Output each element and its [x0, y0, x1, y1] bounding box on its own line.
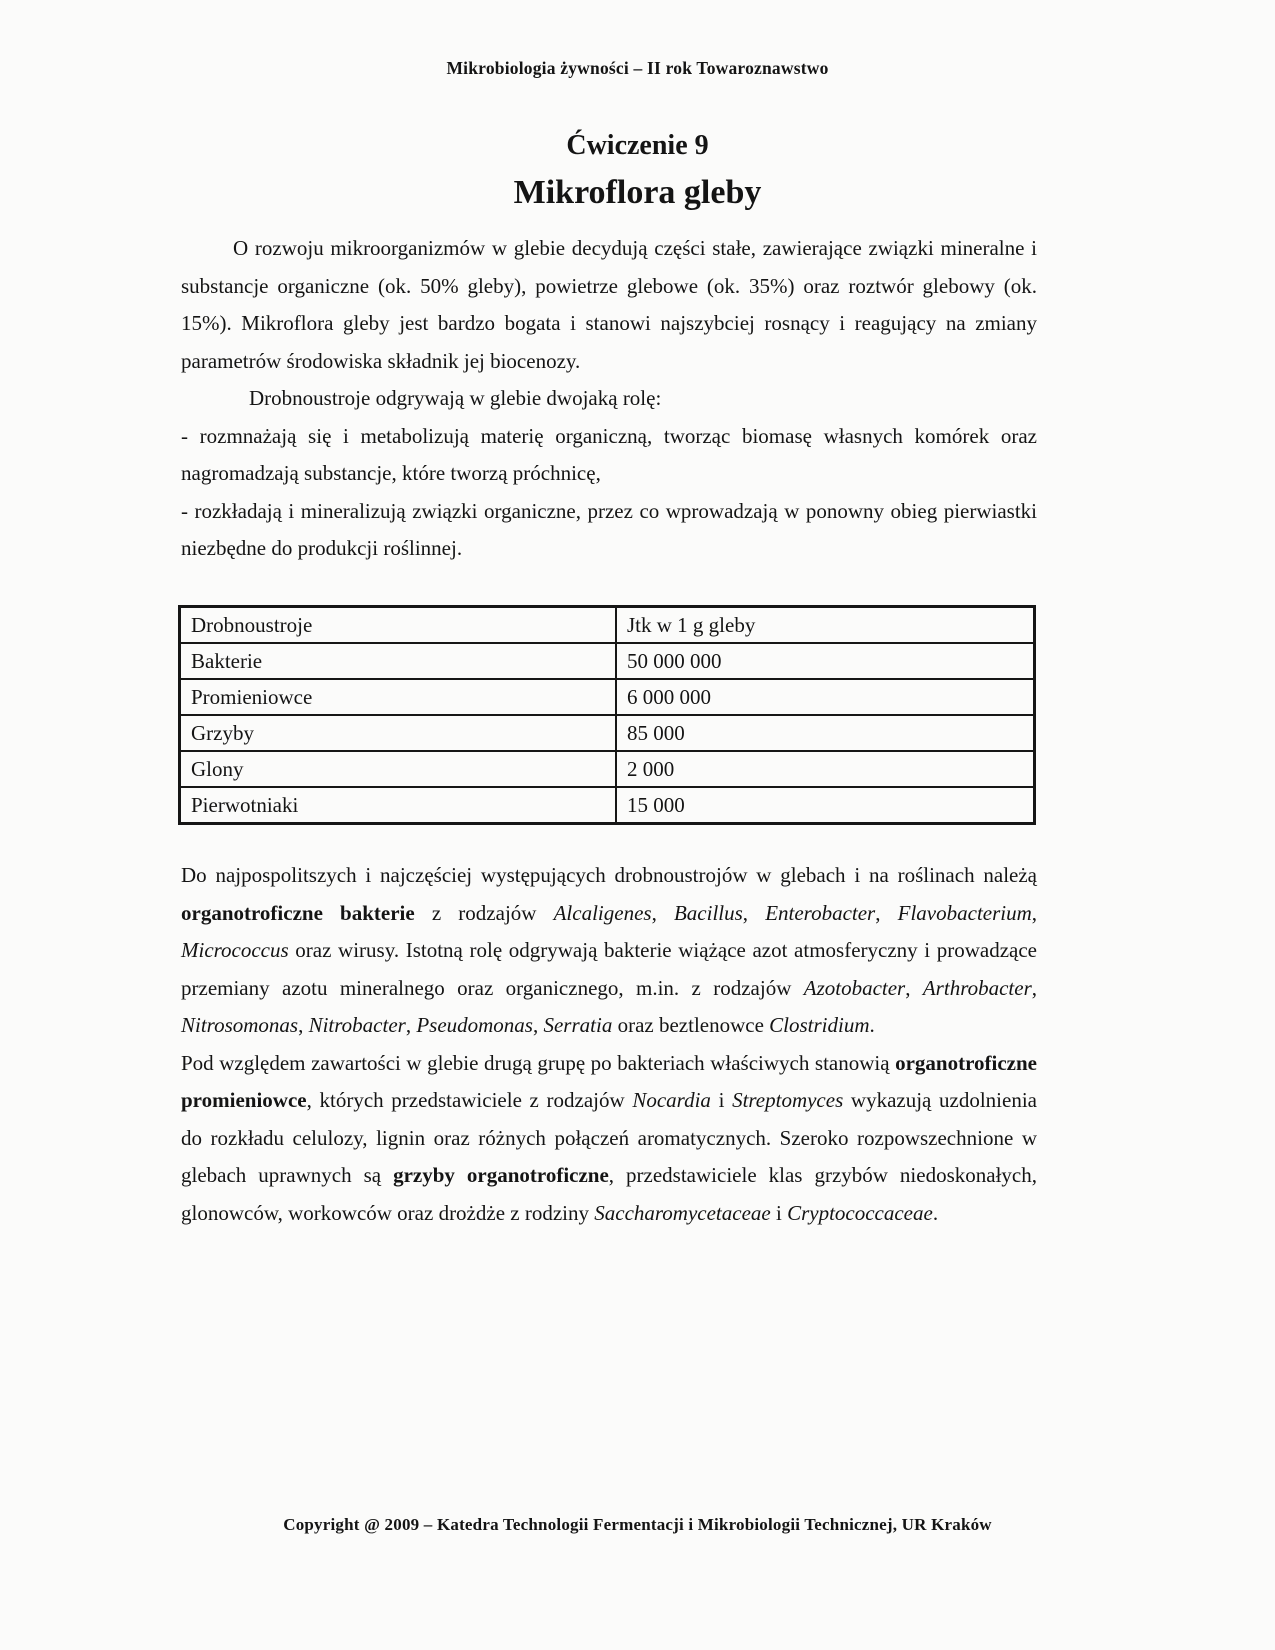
table-cell: 15 000 [616, 787, 1035, 824]
exercise-title: Ćwiczenie 9 [566, 130, 709, 161]
text-run: , [651, 900, 674, 925]
text-run: Nocardia [632, 1088, 711, 1112]
text-run: Arthrobacter [922, 975, 1032, 1000]
table-header-cell: Drobnoustroje [180, 607, 617, 644]
text-run: i [710, 1088, 733, 1112]
text-run: Bacillus [673, 900, 743, 925]
table-cell: Promieniowce [180, 679, 617, 715]
text-run: Azotobacter [803, 975, 906, 1000]
text-run: Serratia [543, 1013, 613, 1037]
text-run: Pod względem zawartości w glebie drugą grupę po bakteriach właściwych stanowią [181, 1050, 896, 1075]
body-paragraph-1 [181, 857, 1037, 1045]
table-cell: 2 000 [616, 751, 1035, 787]
text-run: , [1031, 975, 1037, 1000]
page-subtitle: Mikroflora gleby [513, 174, 762, 211]
text-run: Pseudomonas [416, 1013, 533, 1037]
text-run: Clostridium [769, 1013, 870, 1037]
table-cell: Grzyby [180, 715, 617, 751]
text-run: organotroficzne promieniowce [181, 1050, 1037, 1112]
intro-section [181, 230, 1037, 568]
text-run: organotroficzne bakterie [181, 900, 415, 925]
bullet-item-1: - rozmnażają się i metabolizują materię organiczną, tworząc biomasę własnych komórek oraz nagromadzają substancje, które tworzą próchnicę, [181, 423, 1037, 485]
table-cell: Glony [180, 751, 617, 787]
text-run: oraz beztlenowce [612, 1013, 770, 1037]
bullet-item-2: - rozkładają i mineralizują związki organiczne, przez co wprowadzają w ponowny obieg pierwiastki niezbędne do produkcji roślinnej. [181, 498, 1037, 560]
microbes-count-table [178, 605, 1036, 825]
text-run: , [405, 1013, 417, 1037]
table-cell: 50 000 000 [616, 643, 1035, 679]
text-run: Enterobacter [765, 900, 876, 925]
text-run: Flavobacterium [897, 900, 1032, 925]
text-run: Micrococcus [181, 938, 289, 962]
text-run: . [932, 1200, 939, 1225]
text-run: z rodzajów [414, 900, 554, 925]
text-run: i [770, 1200, 788, 1225]
text-run: wykazują uzdolnienia do rozkładu celulozy, lignin oraz różnych połączeń aromatycznych. Szeroko rozpowszechnione w glebach uprawnych są [181, 1088, 1037, 1187]
text-run: , [298, 1013, 309, 1037]
table-row [180, 715, 1035, 751]
text-run: , których przedstawiciele z rodzajów [306, 1088, 633, 1112]
text-run: , [532, 1013, 544, 1037]
text-run: , przedstawiciele klas grzybów niedoskonałych, glonowców, workowców oraz drożdże z rodziny [181, 1163, 1037, 1225]
table-row [180, 679, 1035, 715]
text-run: , [742, 900, 766, 925]
table-cell: 6 000 000 [616, 679, 1035, 715]
text-run: , [875, 900, 898, 925]
text-run: grzyby organotroficzne [393, 1163, 609, 1187]
discussion-section [181, 857, 1037, 1232]
text-run: Alcaligenes [553, 900, 652, 925]
text-run: . [869, 1013, 875, 1037]
page-footer: Copyright @ 2009 – Katedra Technologii Fermentacji i Mikrobiologii Technicznej, UR Kraków [283, 1515, 992, 1534]
role-intro-line: Drobnoustroje odgrywają w glebie dwojaką rolę: [249, 386, 662, 410]
text-run: Do najpospolitszych i najczęściej występujących drobnoustrojów w glebach i na roślinach należą [181, 863, 1037, 887]
table-row [180, 787, 1035, 824]
text-run: Saccharomycetaceae [594, 1200, 771, 1225]
body-paragraph-2 [181, 1045, 1037, 1233]
table-cell: Pierwotniaki [180, 787, 617, 824]
table-header-cell: Jtk w 1 g gleby [616, 607, 1035, 644]
table-cell: Bakterie [180, 643, 617, 679]
text-run: , [905, 975, 923, 1000]
text-run: Nitrosomonas [181, 1013, 299, 1037]
table-row [180, 751, 1035, 787]
intro-paragraph: O rozwoju mikroorganizmów w glebie decydują części stałe, zawierające związki mineralne i substancje organiczne (ok. 50% gleby), powietrze glebowe (ok. 35%) oraz roztwór glebowy (ok. 15%). Mikroflora gleby jest bardzo bogata i stanowi najszybciej rosnący i reagujący na zmiany parametrów środowiska składnik jej biocenozy. [181, 236, 1037, 373]
text-run: oraz wirusy. Istotną rolę odgrywają bakterie wiążące azot atmosferyczny i prowadzące przemiany azotu mineralnego oraz organicznego, m.in. z rodzajów [181, 938, 1037, 1000]
text-run: , [1031, 900, 1038, 925]
page-header: Mikrobiologia żywności – II rok Towaroznawstwo [446, 58, 829, 78]
text-run: Streptomyces [732, 1088, 844, 1112]
text-run: Cryptococcaceae [787, 1200, 933, 1225]
table-header-row [180, 607, 1035, 644]
table-row [180, 643, 1035, 679]
table-cell: 85 000 [616, 715, 1035, 751]
text-run: Nitrobacter [308, 1013, 406, 1037]
